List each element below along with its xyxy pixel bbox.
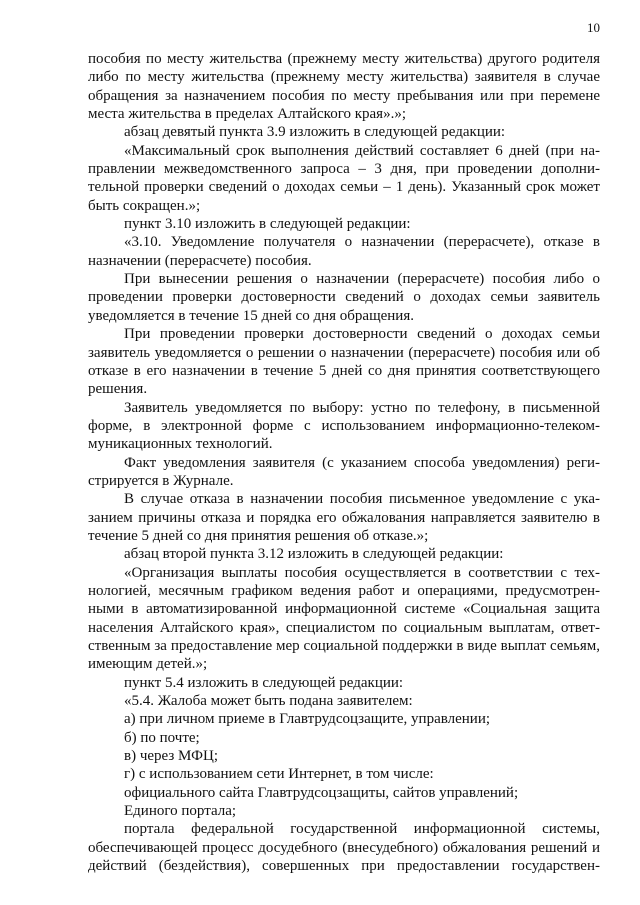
- document-body: [88, 50, 600, 875]
- paragraph: абзац второй пункта 3.12 изложить в следующей редакции:: [124, 546, 504, 563]
- paragraph: «Максимальный срок выполнения действий составляет 6 дней (при направлении межведомственного запроса – 3 дня, при проведении дополнительной проверки сведений о доходах семьи – 1 день). Указанный срок может быть сокращен.»;: [88, 142, 600, 214]
- paragraph: пособия по месту жительства (прежнему месту жительства) другого родителя либо по месту жительства (прежнему месту жительства) заявителя в случае обращения за назначением пособия по месту пребывания или при перемене места жительства в пределах Алтайского края».»;: [88, 51, 600, 123]
- paragraph: пункт 5.4 изложить в следующей редакции:: [124, 674, 404, 691]
- paragraph: абзац девятый пункта 3.9 изложить в следующей редакции:: [124, 124, 506, 141]
- paragraph: При вынесении решения о назначении (перерасчете) пособия либо о проведении проверки достоверности сведений о доходах семьи заявитель уведомляется в течение 15 дней со дня обращения.: [88, 271, 600, 324]
- paragraph: В случае отказа в назначении пособия письменное уведомление с указанием причины отказа и порядка его обжалования направляется заявителю в течение 5 дней со дня принятия решения об отказе.»;: [88, 491, 600, 544]
- paragraph: официального сайта Главтрудсоцзащиты, сайтов управлений;: [124, 784, 519, 801]
- paragraph: «5.4. Жалоба может быть подана заявителем:: [124, 693, 413, 710]
- paragraph: г) с использованием сети Интернет, в том числе:: [124, 766, 434, 783]
- paragraph: «3.10. Уведомление получателя о назначении (перерасчете), отказе в назначении (перерасчете) пособия.: [88, 234, 600, 269]
- paragraph: пункт 3.10 изложить в следующей редакции:: [124, 216, 411, 233]
- paragraph: Заявитель уведомляется по выбору: устно по телефону, в письменной форме, в электронной форме с использованием информационно-телекоммуникационных технологий.: [88, 399, 600, 453]
- paragraph: б) по почте;: [124, 729, 200, 746]
- paragraph: Единого портала;: [124, 803, 237, 820]
- paragraph: портала федеральной государственной информационной системы, обеспечивающей процесс досудебного (внесудебного) обжалования решений и действий (бездействия), совершенных при предоставлении государствен-: [88, 821, 600, 875]
- page-number: 10: [587, 20, 600, 35]
- paragraph: а) при личном приеме в Главтрудсоцзащите, управлении;: [124, 711, 491, 728]
- paragraph: в) через МФЦ;: [124, 748, 219, 765]
- paragraph: «Организация выплаты пособия осуществляется в соответствии с технологией, месячным графиком ведения работ и операциями, предусмотренными в автоматизированной информационной системе «Социальная защита населения Алтайского края», специалистом по социальным выплатам, ответственным за предоставление мер социальной поддержки в виде выплат семьям, имеющим детей.»;: [88, 564, 600, 673]
- paragraph: Факт уведомления заявителя (с указанием способа уведомления) регистрируется в Журнале.: [88, 454, 600, 489]
- paragraph: При проведении проверки достоверности сведений о доходах семьи заявитель уведомляется о решении о назначении (перерасчете) пособия или об отказе в его назначении в течение 5 дней со дня принятия соответствующего решения.: [88, 326, 600, 398]
